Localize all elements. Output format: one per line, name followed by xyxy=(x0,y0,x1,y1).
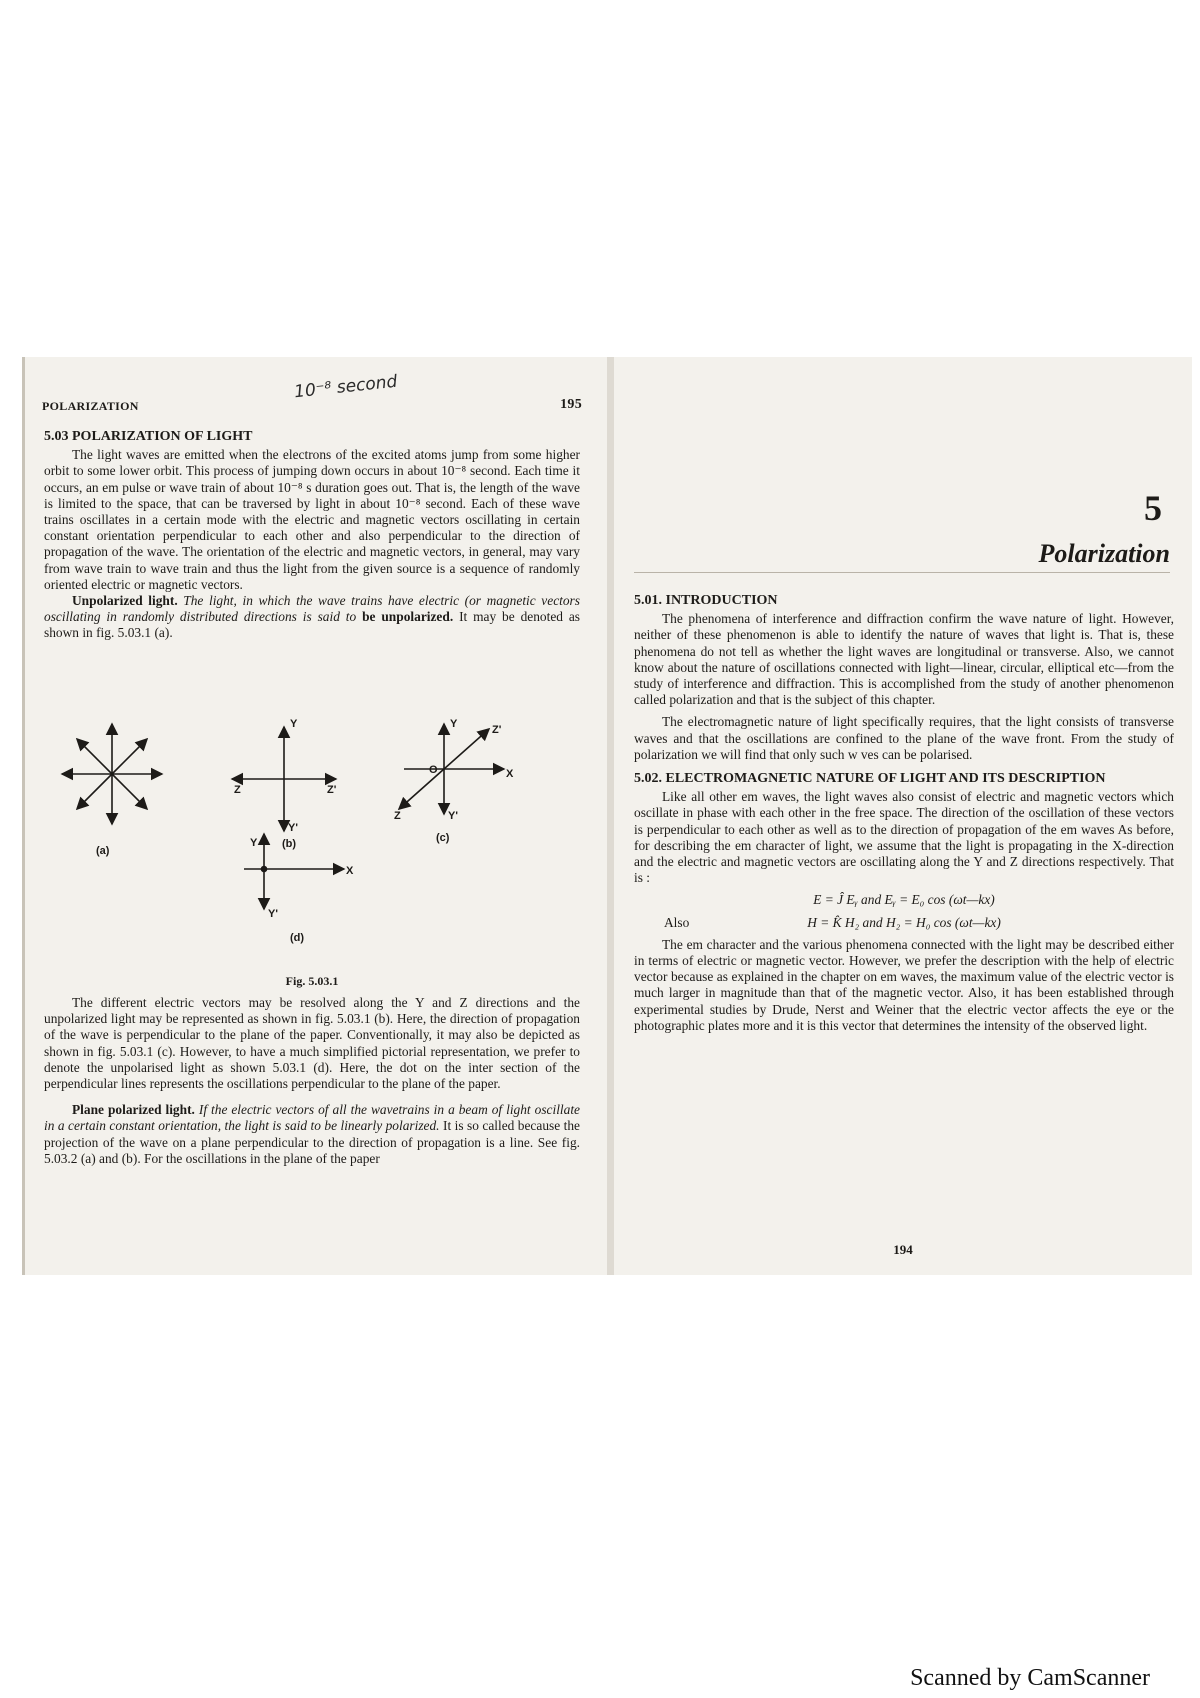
equation-2: H = K̂ H₂ and H₂ = H₀ cos (ωt—kx) xyxy=(807,914,1001,930)
book-spread xyxy=(22,357,1192,1275)
label-y-b: Y xyxy=(290,719,298,730)
label-z-prime-b: Z' xyxy=(327,784,337,796)
running-head xyxy=(42,399,582,414)
right-text xyxy=(634,593,1174,1034)
label-z-prime-c: Z' xyxy=(492,724,502,736)
label-b: (b) xyxy=(282,838,297,850)
paragraph: The light waves are emitted when the electrons of the excited atoms jump from some higher orbit to some lower orbit. This process of jumping down occurs in about 10⁻⁸ second. Each time it occurs, an em pulse or wave train of about 10⁻⁸ s duration goes out. That is, the length of the wave is limited to the space, that can be traversed by light in about 10⁻⁸ second. Each of these wave trains oscillates in a certain mode with the electric and magnetic vectors oscillating in certain constant orientation perpendicular to each other and also perpendicular to the direction of propagation of the wave. The orientation of the electric and magnetic vectors, in general, may vary from wave train to wave train and thus the light from the given source is a sequence of randomly oriented electric or magnetic vectors. xyxy=(44,447,580,592)
paragraph: Like all other em waves, the light waves also consist of electric and magnetic vectors which oscillate in phase with each other in the free space. The direction of the oscillation of these vectors is perpendicular to each other as well as to the direction of propagation of the em waves As before, for describing the em character of light, we assume that the light is propagating in the X-direction and the electric and magnetic vectors are oscillating along the Y and Z directions respectively. That is : xyxy=(634,789,1174,886)
explanation: It is so called because the projection of the wave on a plane perpendicular to the direction of propagation is a line. See fig. 5.03.2 (a) and (b). For the oscillations in the plane of the paper xyxy=(44,1118,580,1166)
diagram-c xyxy=(399,724,504,814)
section-heading: 5.02. ELECTROMAGNETIC NATURE OF LIGHT AND ITS DESCRIPTION xyxy=(634,771,1106,787)
left-text-top xyxy=(44,429,580,642)
paragraph: The em character and the various phenomena connected with the light may be described either in terms of electric or magnetic vector. However, we prefer the description with the help of electric vector because as explained in the chapter on em waves, the maximum value of the electric vector is much larger in magnitude than that of the magnetic vector. Also, it has been established through experimental studies by Drude, Nerst and Weiner that the electric vector affects the eye or the photographic plates more and it is this vector that determines the intensity of the observed light. xyxy=(634,936,1174,1033)
label-x-c: X xyxy=(506,768,514,780)
label-z-b: Z xyxy=(234,784,241,796)
defined-term: be unpolarized. xyxy=(362,609,454,625)
label-y-prime-b: Y' xyxy=(288,822,298,834)
scanner-watermark: Scanned by CamScanner xyxy=(910,1665,1150,1691)
label-y-d: Y xyxy=(250,837,258,849)
label-c: (c) xyxy=(436,832,450,844)
label-a: (a) xyxy=(96,845,110,857)
chapter-title: Polarization xyxy=(1038,539,1170,568)
definition: The light, in which the wave trains have electric (or magnetic vectors oscillating in randomly distributed directions is said to xyxy=(44,593,580,625)
unpolarized-paragraph xyxy=(44,593,580,642)
diagram-a xyxy=(62,724,162,824)
section-heading: 5.03 POLARIZATION OF LIGHT xyxy=(44,429,253,444)
paragraph: The different electric vectors may be resolved along the Y and Z directions and the unpolarized light may be represented as shown in fig. 5.03.1 (b). Here, the direction of propagation of the wave is perpendicular to the plane of the paper. Conventionally, it may also be depicted as shown in fig. 5.03.1 (c). However, to have a much simplified pictorial representation, we prefer to denote the unpolarised light as shown 5.03.1 (d). Here, the dot on the inter section of the perpendicular lines represents the oscillations perpendicular to the plane of the paper. xyxy=(44,995,580,1092)
equation-label: Also xyxy=(664,914,690,930)
left-page xyxy=(22,357,607,1275)
divider xyxy=(634,572,1170,573)
label-d: (d) xyxy=(290,932,305,944)
running-head-title: POLARIZATION xyxy=(42,399,139,413)
label-z-c: Z xyxy=(394,810,401,822)
equation-1: E = Ĵ Eᵧ and Eᵧ = E₀ cos (ωt—kx) xyxy=(813,892,995,908)
equation-2-row xyxy=(634,915,1174,931)
run-in-heading: Plane polarized light. xyxy=(72,1102,195,1118)
plane-polarized-paragraph xyxy=(44,1102,580,1167)
run-in-heading: Unpolarized light. xyxy=(72,593,178,609)
gutter xyxy=(607,357,614,1275)
figure-reference: It may be denoted as shown in fig. 5.03.1 (a). xyxy=(44,609,580,641)
section-heading: 5.01. INTRODUCTION xyxy=(634,593,778,608)
chapter-number: 5 xyxy=(1144,488,1162,528)
label-x-d: X xyxy=(346,865,354,877)
label-y-prime-d: Y' xyxy=(268,908,278,920)
handwritten-note: 10⁻⁸ second xyxy=(293,371,399,403)
left-text-bottom xyxy=(44,995,580,1167)
label-y-prime-c: Y' xyxy=(448,810,458,822)
right-page xyxy=(614,357,1192,1275)
paragraph: The electromagnetic nature of light specifically requires, that the light consists of transverse waves and that the oscillations are confined to the plane of the wave front. From the study of polarization we will find that only such w ves can be polarised. xyxy=(634,714,1174,762)
figure-caption: Fig. 5.03.1 xyxy=(285,974,339,988)
label-o-c: O xyxy=(429,764,438,776)
paragraph: The phenomena of interference and diffraction confirm the wave nature of light. However, neither of these phenomenon is able to identify the nature of waves that light is. That is, these phenomena do not tell as whether the light waves are longitudinal or transverse. Also, we cannot know about the nature of oscillations connected with light—linear, circular, elliptical etc—from the study of interference and diffraction. This is accomplished from the study of another phenomenon called polarization and that is the subject of this chapter. xyxy=(634,611,1174,708)
figure-drawing xyxy=(44,719,580,974)
definition: If the electric vectors of all the wavetrains in a beam of light oscillate in a certain constant orientation, the light is said to be linearly polarized. xyxy=(44,1102,580,1134)
page-number: 194 xyxy=(893,1242,913,1257)
figure-5-03-1 xyxy=(44,719,580,974)
page-number: 195 xyxy=(560,397,582,412)
label-y-c: Y xyxy=(450,719,458,730)
diagram-b xyxy=(232,727,336,831)
